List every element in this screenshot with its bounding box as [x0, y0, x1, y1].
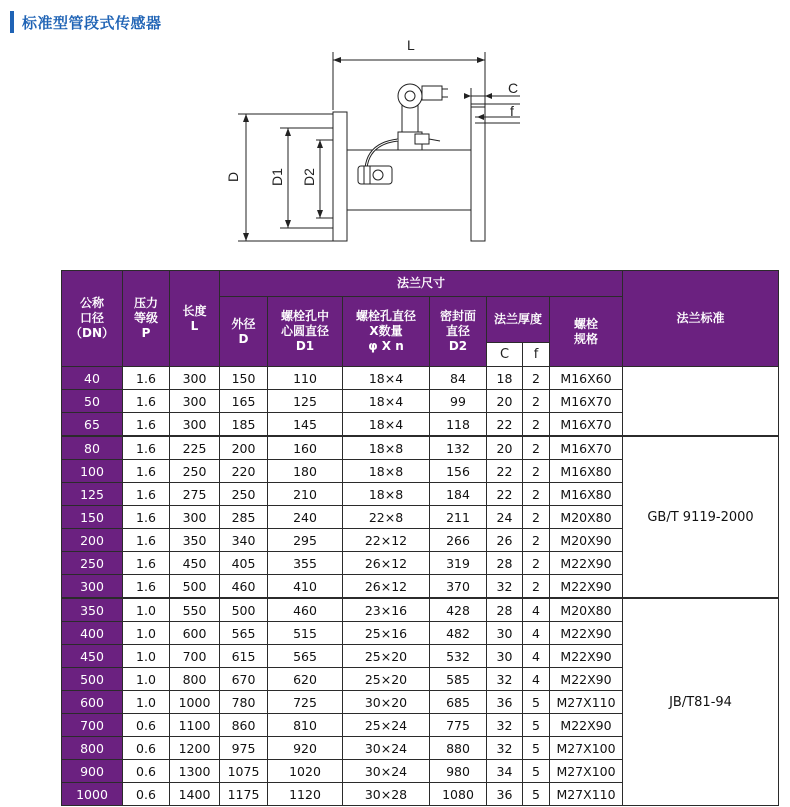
table-cell: 355: [268, 552, 343, 575]
table-cell: 460: [268, 598, 343, 622]
table-cell: 2: [523, 460, 550, 483]
table-cell: 30×24: [343, 737, 430, 760]
right-flange: [471, 107, 485, 241]
standard-cell: GB/T 9119-2000: [623, 436, 779, 598]
table-cell: 1175: [220, 783, 268, 806]
header-c: C: [487, 343, 523, 367]
table-cell: M22X90: [550, 552, 623, 575]
table-cell: 1400: [170, 783, 220, 806]
table-cell: 780: [220, 691, 268, 714]
table-cell: 5: [523, 760, 550, 783]
table-cell: 1.0: [123, 622, 170, 645]
table-cell: M27X100: [550, 737, 623, 760]
table-cell: 5: [523, 737, 550, 760]
table-cell: 532: [430, 645, 487, 668]
table-cell: 410: [268, 575, 343, 599]
table-cell: 500: [220, 598, 268, 622]
table-cell: 5: [523, 691, 550, 714]
table-cell: 450: [170, 552, 220, 575]
table-cell: 428: [430, 598, 487, 622]
table-cell: M22X90: [550, 622, 623, 645]
flange-spec-table: [61, 270, 779, 806]
header-bolt-spec: 螺栓 规格: [550, 297, 623, 367]
table-cell: 370: [430, 575, 487, 599]
table-cell: 515: [268, 622, 343, 645]
table-cell: 32: [487, 575, 523, 599]
table-cell: 185: [220, 413, 268, 437]
table-cell: 1.6: [123, 552, 170, 575]
table-cell: 125: [62, 483, 123, 506]
table-cell: 700: [170, 645, 220, 668]
table-cell: 156: [430, 460, 487, 483]
table-cell: 920: [268, 737, 343, 760]
header-pressure: 压力 等级 P: [123, 271, 170, 367]
table-cell: M20X80: [550, 506, 623, 529]
header-f: f: [523, 343, 550, 367]
header-seal-face: 密封面 直径 D2: [430, 297, 487, 367]
table-body: [62, 367, 779, 806]
table-cell: 285: [220, 506, 268, 529]
table-cell: 2: [523, 552, 550, 575]
table-cell: M16X80: [550, 460, 623, 483]
table-cell: 1080: [430, 783, 487, 806]
table-cell: 1.6: [123, 575, 170, 599]
table-cell: 5: [523, 783, 550, 806]
table-cell: 1.6: [123, 506, 170, 529]
table-cell: 460: [220, 575, 268, 599]
cable-connector: [422, 86, 442, 100]
table-cell: 23×16: [343, 598, 430, 622]
table-cell: 99: [430, 390, 487, 413]
table-cell: 725: [268, 691, 343, 714]
table-cell: 1.0: [123, 691, 170, 714]
header-length: 长度 L: [170, 271, 220, 367]
table-cell: 565: [220, 622, 268, 645]
table-cell: 5: [523, 714, 550, 737]
table-cell: 300: [170, 506, 220, 529]
table-cell: 1.0: [123, 598, 170, 622]
header-flange-size: 法兰尺寸: [220, 271, 623, 297]
table-cell: 1075: [220, 760, 268, 783]
table-cell: 500: [62, 668, 123, 691]
table-cell: 84: [430, 367, 487, 390]
dim-label-f: f: [510, 103, 514, 119]
table-cell: 4: [523, 668, 550, 691]
table-cell: 615: [220, 645, 268, 668]
table-row: [62, 367, 779, 390]
table-cell: 620: [268, 668, 343, 691]
table-cell: 18×4: [343, 367, 430, 390]
table-cell: M20X80: [550, 598, 623, 622]
table-cell: 1200: [170, 737, 220, 760]
table-cell: 450: [62, 645, 123, 668]
table-cell: M16X70: [550, 436, 623, 460]
table-cell: 200: [62, 529, 123, 552]
standard-cell: JB/T81-94: [623, 598, 779, 806]
table-cell: 300: [62, 575, 123, 599]
table-cell: M27X110: [550, 691, 623, 714]
header-dn: 公称 口径 （DN）: [62, 271, 123, 367]
table-cell: 211: [430, 506, 487, 529]
table-cell: 20: [487, 390, 523, 413]
table-cell: 295: [268, 529, 343, 552]
table-row: [62, 436, 779, 460]
table-cell: 18×8: [343, 483, 430, 506]
table-cell: 250: [220, 483, 268, 506]
table-cell: 550: [170, 598, 220, 622]
table-cell: 26×12: [343, 575, 430, 599]
table-cell: 34: [487, 760, 523, 783]
table-cell: M22X90: [550, 714, 623, 737]
table-cell: 32: [487, 668, 523, 691]
table-cell: 2: [523, 529, 550, 552]
table-cell: 150: [220, 367, 268, 390]
table-cell: 2: [523, 506, 550, 529]
table-cell: 125: [268, 390, 343, 413]
table-cell: 4: [523, 645, 550, 668]
table-cell: 500: [170, 575, 220, 599]
table-cell: 24: [487, 506, 523, 529]
header-outer-dia: 外径 D: [220, 297, 268, 367]
table-cell: 980: [430, 760, 487, 783]
table-cell: 685: [430, 691, 487, 714]
table-cell: 26×12: [343, 552, 430, 575]
table-cell: 1.6: [123, 436, 170, 460]
table-cell: 32: [487, 737, 523, 760]
table-cell: 30: [487, 622, 523, 645]
table-cell: 565: [268, 645, 343, 668]
table-cell: 300: [170, 367, 220, 390]
table-cell: 1.6: [123, 529, 170, 552]
table-cell: 65: [62, 413, 123, 437]
table-cell: M22X90: [550, 575, 623, 599]
table-cell: 18×8: [343, 436, 430, 460]
table-cell: 1.6: [123, 367, 170, 390]
dim-label-D2: D2: [301, 168, 317, 186]
table-cell: 482: [430, 622, 487, 645]
table-cell: 0.6: [123, 737, 170, 760]
table-cell: 860: [220, 714, 268, 737]
table-cell: 220: [220, 460, 268, 483]
header-bolt-hole: 螺栓孔直径 X数量 φ X n: [343, 297, 430, 367]
table-cell: 240: [268, 506, 343, 529]
table-cell: 975: [220, 737, 268, 760]
table-cell: 180: [268, 460, 343, 483]
table-cell: 350: [170, 529, 220, 552]
table-cell: 30×20: [343, 691, 430, 714]
table-cell: 26: [487, 529, 523, 552]
table-cell: 25×16: [343, 622, 430, 645]
table-cell: 210: [268, 483, 343, 506]
table-cell: 225: [170, 436, 220, 460]
standard-cell: [623, 367, 779, 437]
table-cell: M22X90: [550, 645, 623, 668]
header-bolt-circle: 螺栓孔中 心圆直径 D1: [268, 297, 343, 367]
table-cell: 700: [62, 714, 123, 737]
table-cell: M22X90: [550, 668, 623, 691]
header-standard: 法兰标准: [623, 271, 779, 367]
table-cell: 1100: [170, 714, 220, 737]
table-cell: 18×4: [343, 413, 430, 437]
table-cell: 600: [62, 691, 123, 714]
table-cell: 22: [487, 413, 523, 437]
table-cell: M16X70: [550, 390, 623, 413]
table-cell: 1120: [268, 783, 343, 806]
table-cell: M16X60: [550, 367, 623, 390]
table-cell: 22×8: [343, 506, 430, 529]
table-cell: 1300: [170, 760, 220, 783]
table-cell: 585: [430, 668, 487, 691]
table-cell: 20: [487, 436, 523, 460]
table-cell: 25×20: [343, 668, 430, 691]
left-flange: [333, 112, 347, 241]
table-cell: 2: [523, 436, 550, 460]
table-cell: 110: [268, 367, 343, 390]
table-cell: 18×4: [343, 390, 430, 413]
table-cell: 2: [523, 390, 550, 413]
table-cell: 100: [62, 460, 123, 483]
table-cell: 40: [62, 367, 123, 390]
table-cell: 670: [220, 668, 268, 691]
table-cell: 2: [523, 367, 550, 390]
table-cell: 50: [62, 390, 123, 413]
table-cell: 350: [62, 598, 123, 622]
table-cell: 132: [430, 436, 487, 460]
table-cell: 250: [62, 552, 123, 575]
dim-label-D: D: [225, 171, 241, 182]
table-cell: 340: [220, 529, 268, 552]
table-cell: M27X100: [550, 760, 623, 783]
table-cell: 800: [170, 668, 220, 691]
table-cell: 36: [487, 783, 523, 806]
table-cell: 405: [220, 552, 268, 575]
table-cell: 25×24: [343, 714, 430, 737]
table-cell: 2: [523, 413, 550, 437]
table-cell: 200: [220, 436, 268, 460]
table-cell: 266: [430, 529, 487, 552]
table-cell: 32: [487, 714, 523, 737]
table-cell: 80: [62, 436, 123, 460]
table-cell: 22: [487, 460, 523, 483]
table-cell: 0.6: [123, 714, 170, 737]
dim-label-C: C: [508, 80, 519, 96]
table-cell: 36: [487, 691, 523, 714]
table-cell: 775: [430, 714, 487, 737]
table-cell: 300: [170, 390, 220, 413]
table-cell: 0.6: [123, 760, 170, 783]
table-cell: 145: [268, 413, 343, 437]
table-cell: 275: [170, 483, 220, 506]
table-cell: 1000: [170, 691, 220, 714]
table-cell: 30×24: [343, 760, 430, 783]
sensor-dimension-drawing: [0, 0, 790, 265]
table-cell: 810: [268, 714, 343, 737]
table-cell: 400: [62, 622, 123, 645]
table-cell: 118: [430, 413, 487, 437]
header-thickness: 法兰厚度: [487, 297, 550, 343]
table-cell: 2: [523, 575, 550, 599]
table-cell: 22×12: [343, 529, 430, 552]
table-cell: 184: [430, 483, 487, 506]
table-cell: M20X90: [550, 529, 623, 552]
table-cell: 28: [487, 598, 523, 622]
table-cell: 150: [62, 506, 123, 529]
dim-label-L: L: [407, 37, 415, 53]
table-cell: M27X110: [550, 783, 623, 806]
table-cell: 600: [170, 622, 220, 645]
table-cell: M16X70: [550, 413, 623, 437]
table-cell: 0.6: [123, 783, 170, 806]
table-cell: 1.6: [123, 460, 170, 483]
table-cell: 800: [62, 737, 123, 760]
table-cell: M16X80: [550, 483, 623, 506]
table-cell: 18: [487, 367, 523, 390]
table-row: [62, 598, 779, 622]
table-cell: 25×20: [343, 645, 430, 668]
dim-label-D1: D1: [269, 168, 285, 186]
table-cell: 1.6: [123, 413, 170, 437]
table-cell: 2: [523, 483, 550, 506]
table-cell: 30: [487, 645, 523, 668]
table-cell: 160: [268, 436, 343, 460]
table-cell: 4: [523, 622, 550, 645]
table-cell: 30×28: [343, 783, 430, 806]
table-cell: 1000: [62, 783, 123, 806]
table-cell: 1.6: [123, 390, 170, 413]
table-cell: 1020: [268, 760, 343, 783]
table-cell: 250: [170, 460, 220, 483]
table-cell: 900: [62, 760, 123, 783]
table-cell: 28: [487, 552, 523, 575]
table-cell: 165: [220, 390, 268, 413]
section-title: 标准型管段式传感器: [22, 13, 162, 32]
table-cell: 1.0: [123, 668, 170, 691]
table-cell: 18×8: [343, 460, 430, 483]
table-cell: 4: [523, 598, 550, 622]
table-cell: 880: [430, 737, 487, 760]
table-cell: 22: [487, 483, 523, 506]
table-cell: 319: [430, 552, 487, 575]
table-cell: 1.6: [123, 483, 170, 506]
table-cell: 1.0: [123, 645, 170, 668]
table-cell: 300: [170, 413, 220, 437]
